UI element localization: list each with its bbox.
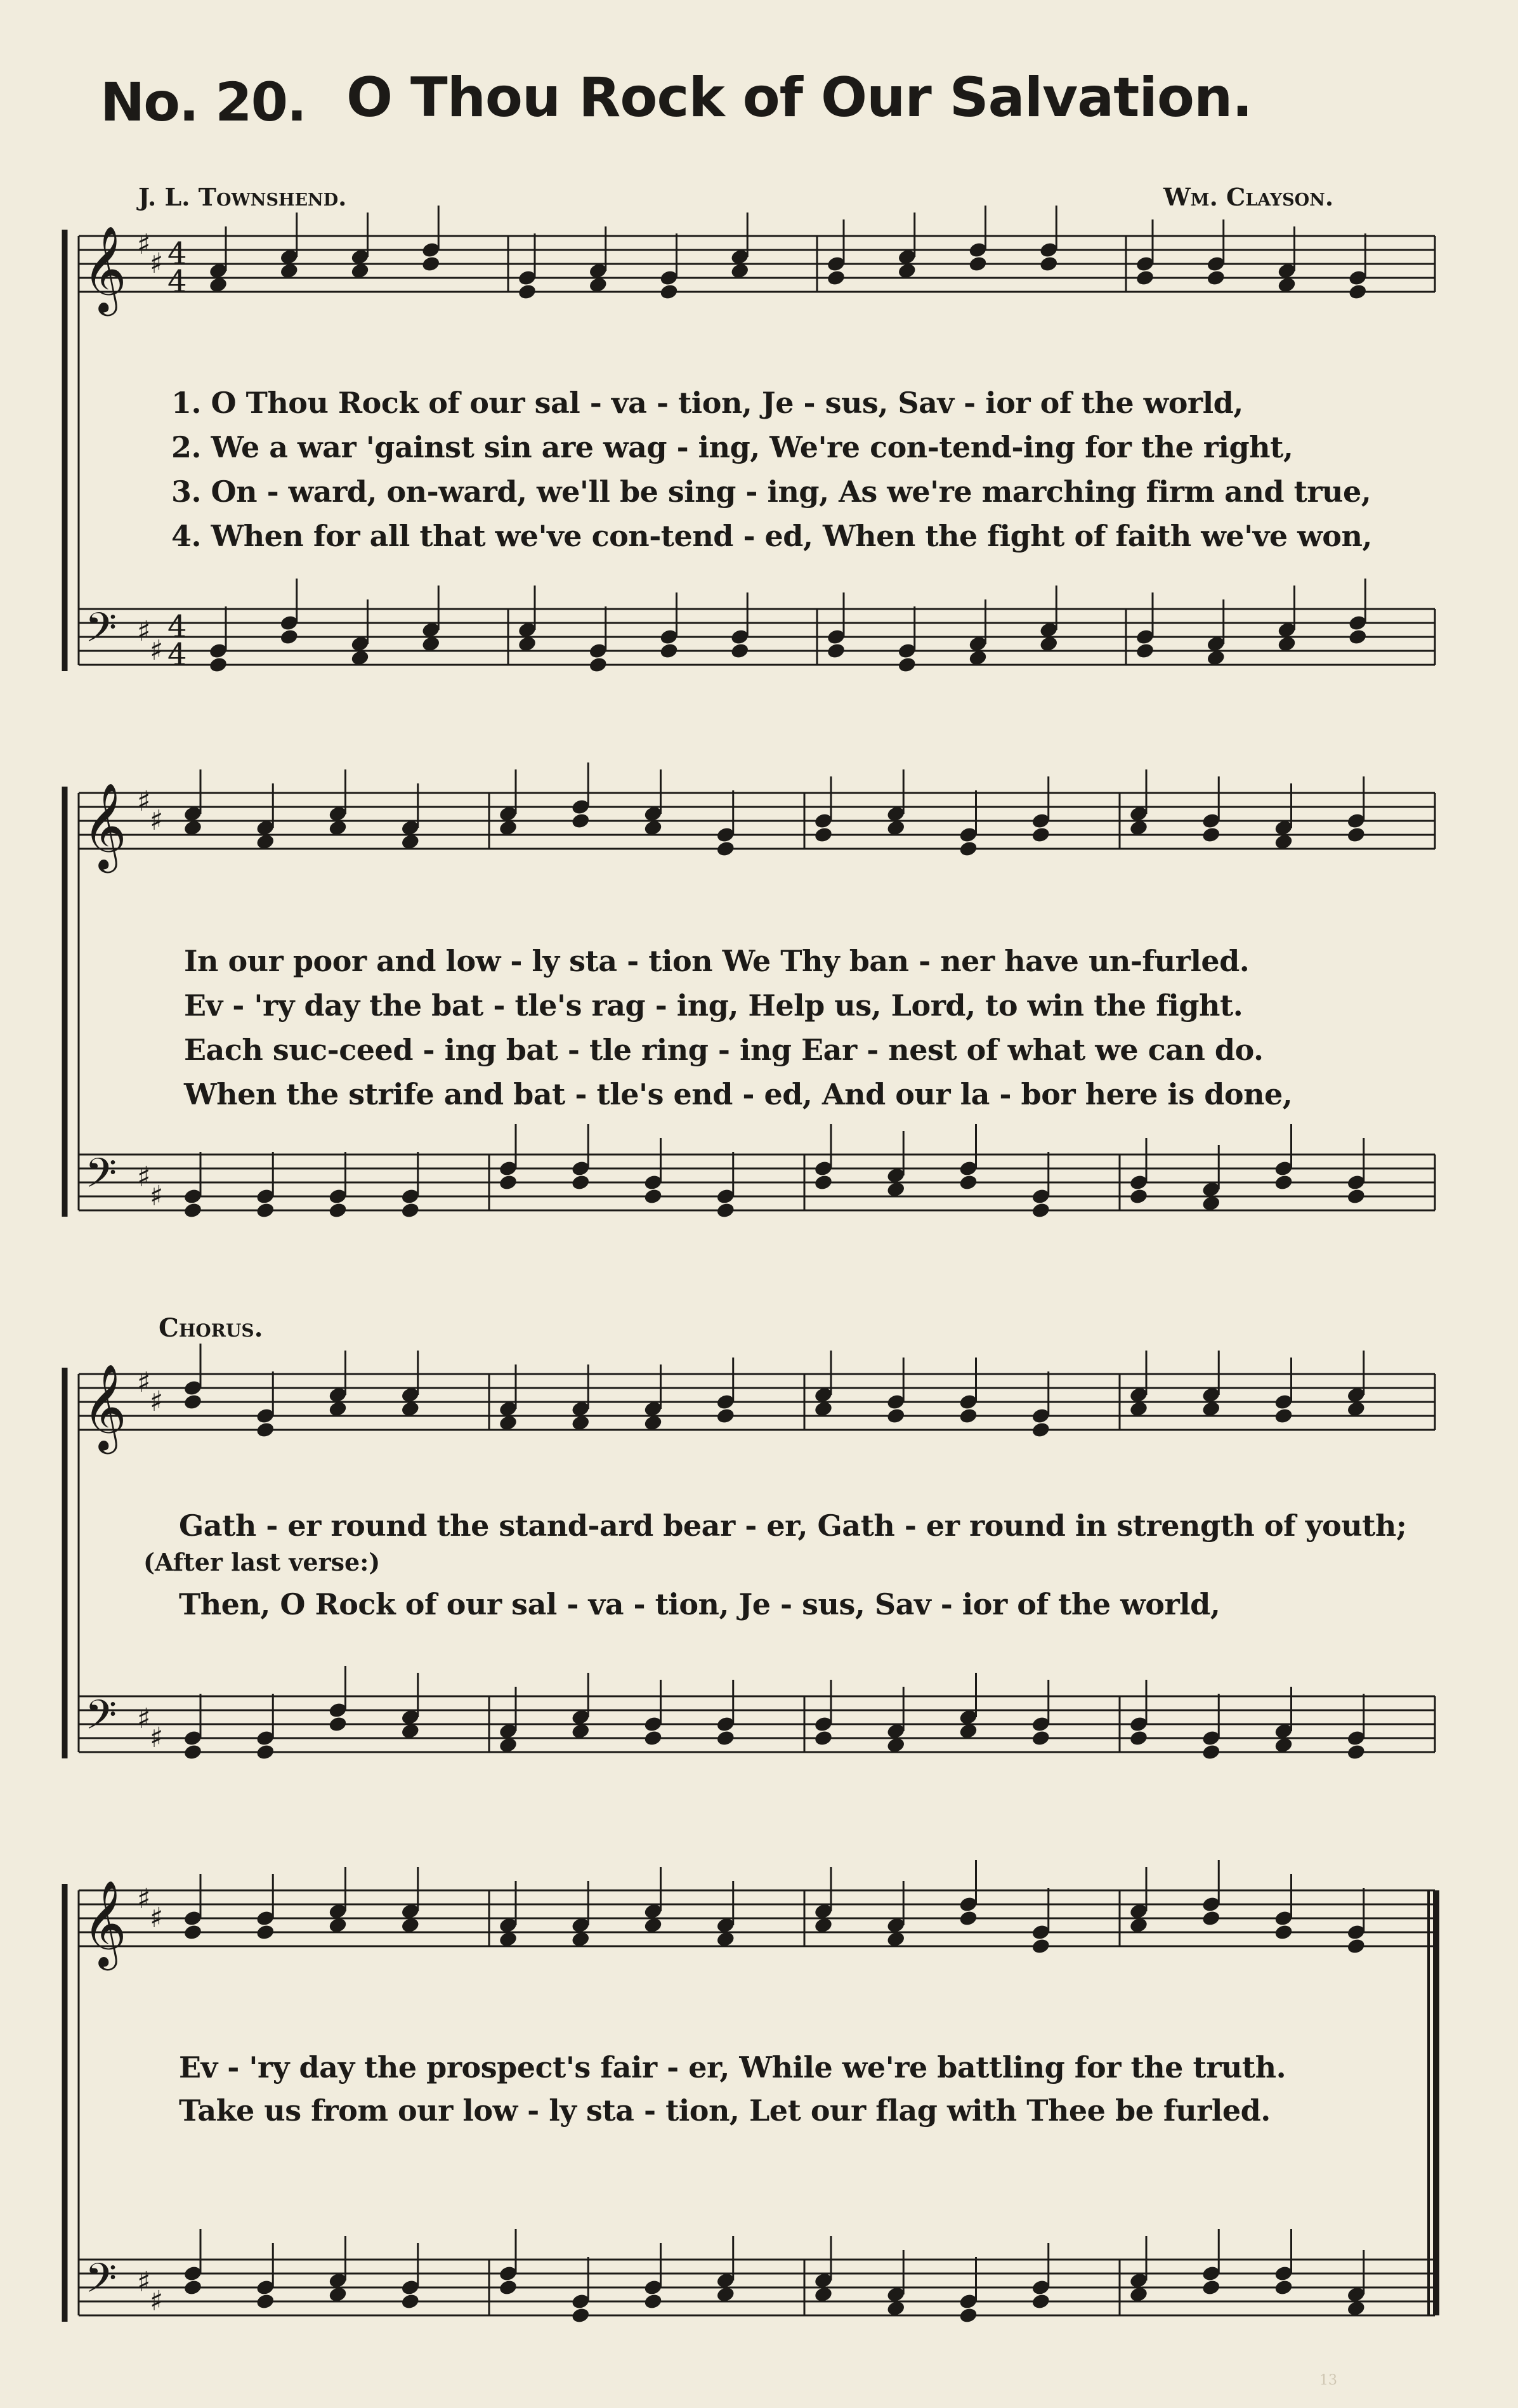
note-head [421, 255, 441, 273]
key-sharp: ♯ [150, 804, 164, 837]
after-last-verse-note: (After last verse:) [143, 1548, 381, 1576]
note-head [643, 1188, 663, 1205]
note-head [328, 1715, 348, 1733]
note-head [183, 1393, 202, 1411]
time-signature: 4 [167, 264, 187, 299]
note-head [256, 1201, 275, 1219]
note-head [1348, 283, 1368, 301]
verse-2-line-1: 2. We a war 'gainst sin are wag - ing, We're con-tend-ing for the right, [171, 430, 1293, 464]
note-head [1346, 1937, 1366, 1955]
note-head [1031, 826, 1050, 844]
note-head [1135, 269, 1155, 287]
bass-clef: 𝄢 [85, 1150, 117, 1207]
bass-clef: 𝄢 [85, 1692, 117, 1749]
chorus-line-2: Ev - 'ry day the prospect's fair - er, While we're battling for the truth. [179, 2050, 1286, 2084]
verse-3-line-2: Each suc-ceed - ing bat - tle ring - ing Ear - nest of what we can do. [184, 1033, 1264, 1067]
verse-1-line-1: 1. O Thou Rock of our sal - va - tion, Je - sus, Sav - ior of the world, [171, 386, 1243, 420]
note-head [659, 283, 679, 301]
key-sharp: ♯ [150, 1902, 164, 1934]
note-head [571, 812, 591, 830]
key-sharp: ♯ [137, 1703, 151, 1735]
treble-clef: 𝄞 [82, 782, 127, 869]
note-head [183, 1201, 202, 1219]
verse-2-line-2: Ev - 'ry day the bat - tle's rag - ing, Help us, Lord, to win the fight. [184, 988, 1243, 1023]
key-sharp: ♯ [137, 228, 151, 261]
chorus-alt-line-2: Take us from our low - ly sta - tion, Let our flag with Thee be furled. [179, 2093, 1271, 2128]
bass-clef: 𝄢 [85, 2255, 117, 2312]
note-head [959, 840, 978, 858]
note-head [959, 1174, 978, 1191]
note-head [1129, 1188, 1148, 1205]
note-head [1031, 2293, 1050, 2310]
key-sharp: ♯ [150, 247, 164, 280]
note-head [716, 1407, 735, 1425]
note-head [897, 656, 917, 674]
treble-clef: 𝄞 [82, 1879, 127, 1966]
treble-clef: 𝄞 [82, 225, 127, 312]
note-head [1274, 1174, 1293, 1191]
note-head [328, 1201, 348, 1219]
note-head [659, 642, 679, 660]
note-head [256, 1923, 275, 1941]
key-sharp: ♯ [150, 2285, 164, 2317]
note-head [183, 1743, 202, 1761]
chorus-line-1: Gath - er round the stand-ard bear - er, Gath - er round in strength of youth; [179, 1508, 1407, 1543]
verse-1-line-2: In our poor and low - ly sta - tion We Thy ban - ner have un-furled. [184, 944, 1250, 978]
note-head [183, 1923, 202, 1941]
note-head [886, 1407, 906, 1425]
verse-3-line-1: 3. On - ward, on-ward, we'll be sing - ing, As we're marching firm and true, [171, 474, 1371, 509]
note-head [813, 1729, 833, 1747]
note-head [256, 1421, 275, 1439]
note-head [1274, 1923, 1293, 1941]
key-sharp: ♯ [150, 1385, 164, 1418]
note-head [256, 1743, 275, 1761]
key-sharp: ♯ [150, 1180, 164, 1212]
verse-4-line-1: 4. When for all that we've con-tend - ed, When the fight of faith we've won, [171, 519, 1372, 553]
note-head [208, 656, 228, 674]
note-head [571, 1174, 591, 1191]
page-mark: 13 [1319, 2372, 1337, 2388]
key-sharp: ♯ [137, 1161, 151, 1193]
note-head [183, 2279, 202, 2296]
note-head [1201, 2279, 1221, 2296]
key-sharp: ♯ [137, 785, 151, 818]
note-head [1274, 1407, 1293, 1425]
note-head [730, 642, 750, 660]
note-head [1129, 1729, 1148, 1747]
note-head [498, 2279, 518, 2296]
note-head [826, 642, 846, 660]
key-sharp: ♯ [150, 1722, 164, 1754]
key-sharp: ♯ [137, 1883, 151, 1915]
note-head [571, 2307, 591, 2324]
note-head [1346, 1188, 1366, 1205]
note-head [1039, 255, 1059, 273]
hymn-title: O Thou Rock of Our Salvation. [346, 66, 1252, 129]
note-head [716, 1201, 735, 1219]
note-head [813, 826, 833, 844]
note-head [1031, 1729, 1050, 1747]
note-head [1031, 1421, 1050, 1439]
chorus-label: Chorus. [159, 1313, 263, 1343]
note-head [1135, 642, 1155, 660]
note-head [1274, 2279, 1293, 2296]
note-head [1201, 826, 1221, 844]
time-signature: 4 [167, 236, 187, 272]
note-head [400, 2293, 420, 2310]
note-head [716, 1729, 735, 1747]
note-head [588, 656, 608, 674]
note-head [643, 1729, 663, 1747]
verse-4-line-2: When the strife and bat - tle's end - ed, And our la - bor here is done, [184, 1077, 1293, 1111]
note-head [959, 1909, 978, 1927]
key-sharp: ♯ [137, 615, 151, 648]
time-signature: 4 [167, 637, 187, 672]
chorus-alt-line-1: Then, O Rock of our sal - va - tion, Je - sus, Sav - ior of the world, [179, 1587, 1220, 1621]
key-sharp: ♯ [137, 1366, 151, 1399]
note-head [517, 283, 537, 301]
note-head [1031, 1937, 1050, 1955]
note-head [256, 2293, 275, 2310]
hymn-number: No. 20. [100, 71, 306, 133]
note-head [968, 255, 988, 273]
note-head [400, 1201, 420, 1219]
note-head [643, 2293, 663, 2310]
note-head [1206, 269, 1226, 287]
note-head [498, 1174, 518, 1191]
key-sharp: ♯ [137, 2266, 151, 2298]
note-head [1201, 1743, 1221, 1761]
time-signature: 4 [167, 609, 187, 645]
bass-clef: 𝄢 [85, 605, 117, 662]
composer-credit: Wm. Clayson. [1163, 183, 1334, 211]
note-head [279, 628, 299, 646]
note-head [826, 269, 846, 287]
treble-clef: 𝄞 [82, 1363, 127, 1450]
note-head [959, 1407, 978, 1425]
note-head [1348, 628, 1368, 646]
note-head [1346, 1743, 1366, 1761]
note-head [959, 2307, 978, 2324]
key-sharp: ♯ [150, 634, 164, 667]
lyricist-credit: J. L. Townshend. [138, 183, 347, 211]
note-head [1201, 1909, 1221, 1927]
note-head [1346, 826, 1366, 844]
note-head [813, 1174, 833, 1191]
note-head [716, 840, 735, 858]
note-head [1031, 1201, 1050, 1219]
